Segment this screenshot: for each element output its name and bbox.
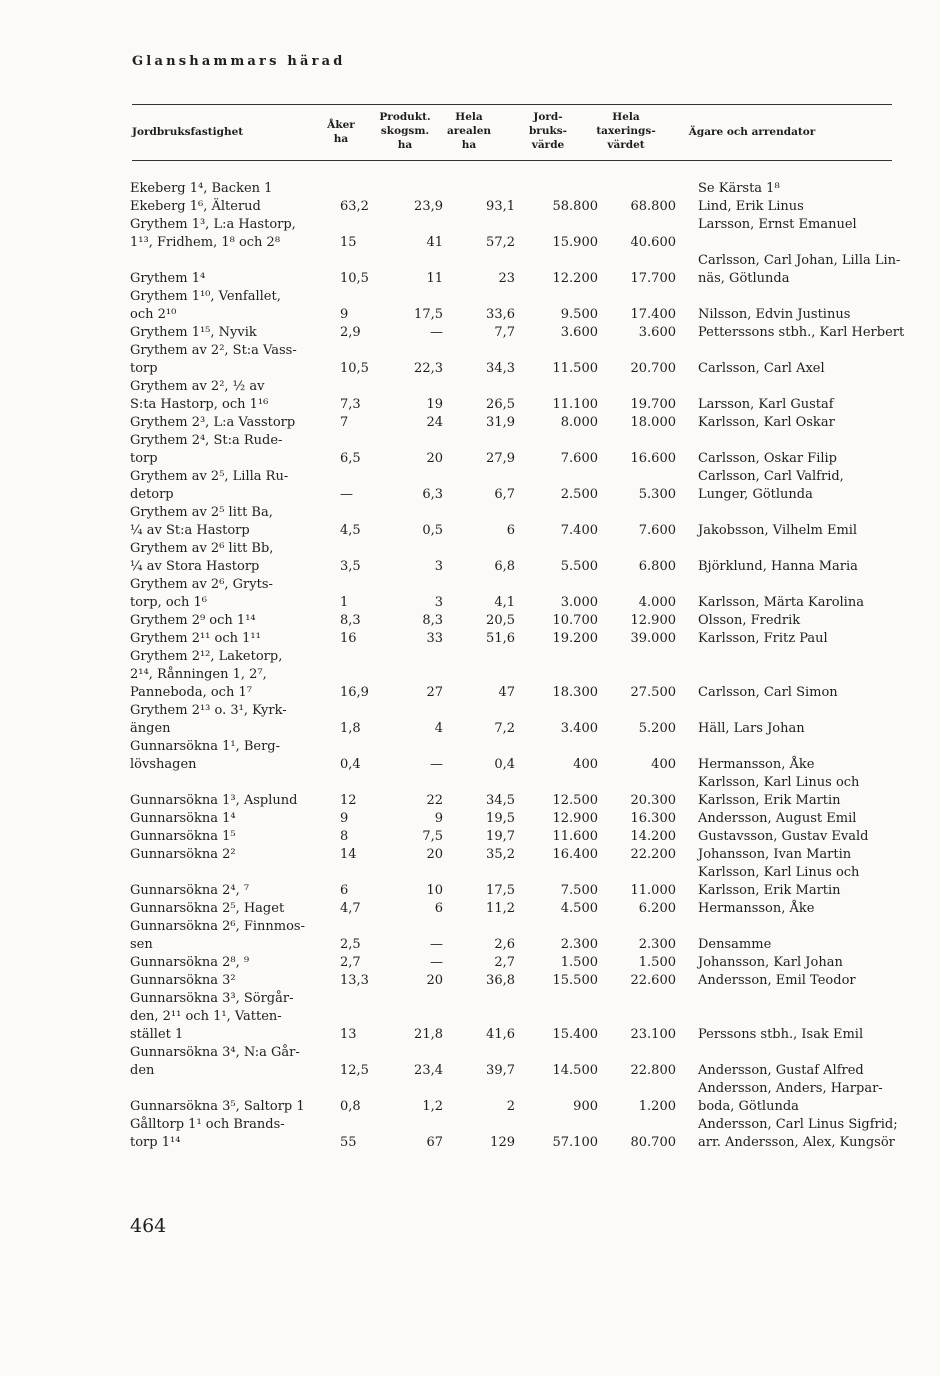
agri-value-cell: 3.000: [560, 595, 598, 610]
aker-cell: 16,9: [340, 685, 369, 700]
property-cell: Gunnarsökna 1¹, Berg- lövshagen: [130, 739, 281, 772]
owner-cell: Karlsson, Fritz Paul: [698, 631, 828, 646]
owner-cell: Perssons stbh., Isak Emil: [698, 1027, 864, 1042]
owner-cell: Hermansson, Åke: [698, 757, 815, 772]
table-row: [130, 774, 924, 810]
property-cell: Gunnarsökna 2⁴, ⁷: [130, 883, 250, 898]
aker-cell: 1,8: [340, 721, 361, 736]
tax-value-cell: 27.500: [630, 685, 676, 700]
property-cell: Gålltorp 1¹ och Brands- torp 1¹⁴: [130, 1117, 285, 1150]
property-cell: Gunnarsökna 1³, Asplund: [130, 793, 298, 808]
agri-value-cell: 4.500: [560, 901, 598, 916]
owner-cell: Karlsson, Karl Oskar: [698, 415, 835, 430]
property-cell: Ekeberg 1⁴, Backen 1: [130, 181, 273, 196]
property-cell: Gunnarsökna 2⁵, Haget: [130, 901, 285, 916]
forest-cell: 3: [434, 559, 443, 574]
owner-cell: Carlsson, Carl Axel: [698, 361, 825, 376]
property-cell: Grythem 2¹¹ och 1¹¹: [130, 631, 261, 646]
tax-value-cell: 16.600: [630, 451, 676, 466]
tax-value-cell: 4.000: [638, 595, 676, 610]
tax-value-cell: 11.000: [630, 883, 676, 898]
tax-value-cell: 12.900: [630, 613, 676, 628]
col-header-owner: Ägare och arrendator: [688, 126, 816, 138]
property-cell: Gunnarsökna 1⁴: [130, 811, 236, 826]
tax-value-cell: 6.200: [638, 901, 676, 916]
agri-value-cell: 8.000: [560, 415, 598, 430]
agri-value-cell: 14.500: [552, 1063, 598, 1078]
table-row: [130, 648, 924, 702]
property-cell: Grythem 2¹², Laketorp, 2¹⁴, Rånningen 1, 2⁷, Panneboda, och 1⁷: [130, 649, 283, 700]
owner-cell: Jakobsson, Vilhelm Emil: [698, 523, 858, 538]
table-row: [130, 1080, 924, 1116]
property-cell: Gunnarsökna 2²: [130, 847, 236, 862]
aker-cell: 13,3: [340, 973, 369, 988]
property-cell: Grythem av 2², ½ av S:ta Hastorp, och 1¹⁶: [130, 379, 269, 412]
aker-cell: 55: [340, 1135, 357, 1150]
tax-value-cell: 20.700: [630, 361, 676, 376]
aker-cell: 63,2: [340, 199, 369, 214]
property-cell: Grythem 2³, L:a Vasstorp: [130, 415, 296, 430]
aker-cell: 2,9: [340, 325, 361, 340]
table-row: [130, 216, 924, 252]
agri-value-cell: 9.500: [560, 307, 598, 322]
owner-cell: Densamme: [698, 937, 772, 952]
forest-cell: 41: [426, 235, 443, 250]
forest-cell: —: [430, 325, 443, 340]
forest-cell: 20: [426, 847, 443, 862]
area-cell: 31,9: [486, 415, 515, 430]
aker-cell: 6,5: [340, 451, 361, 466]
tax-value-cell: 1.500: [638, 955, 676, 970]
property-cell: Gunnarsökna 1⁵: [130, 829, 236, 844]
table-row: [130, 504, 924, 540]
owner-cell: Andersson, Anders, Harpar- boda, Götlunda: [698, 1081, 883, 1114]
agri-value-cell: 57.100: [552, 1135, 598, 1150]
agri-value-cell: 400: [573, 757, 598, 772]
forest-cell: 19: [426, 397, 443, 412]
area-cell: 27,9: [486, 451, 515, 466]
aker-cell: 7: [340, 415, 349, 430]
agri-value-cell: 16.400: [552, 847, 598, 862]
tax-value-cell: 18.000: [630, 415, 676, 430]
area-cell: 39,7: [486, 1063, 515, 1078]
area-cell: 47: [498, 685, 515, 700]
page-number: 464: [130, 1215, 167, 1237]
aker-cell: 12,5: [340, 1063, 369, 1078]
aker-cell: 9: [340, 811, 349, 826]
tax-value-cell: 17.700: [630, 271, 676, 286]
forest-cell: 20: [426, 451, 443, 466]
forest-cell: 8,3: [422, 613, 443, 628]
forest-cell: 24: [426, 415, 443, 430]
table-row: [130, 540, 924, 576]
aker-cell: 0,4: [340, 757, 361, 772]
tax-value-cell: 22.200: [630, 847, 676, 862]
table-row: [130, 810, 924, 828]
owner-cell: Andersson, Gustaf Alfred: [698, 1063, 864, 1078]
aker-cell: 7,3: [340, 397, 361, 412]
property-cell: Grythem av 2⁵ litt Ba, ¼ av St:a Hastorp: [130, 505, 273, 538]
table-row: [130, 990, 924, 1044]
table-row: [130, 918, 924, 954]
agri-value-cell: 15.900: [552, 235, 598, 250]
header-rule-top: [132, 104, 892, 105]
property-cell: Grythem 1¹⁵, Nyvik: [130, 325, 257, 340]
tax-value-cell: 20.300: [630, 793, 676, 808]
area-cell: 6,8: [494, 559, 515, 574]
aker-cell: 13: [340, 1027, 357, 1042]
aker-cell: 10,5: [340, 361, 369, 376]
property-cell: Grythem 2¹³ o. 3¹, Kyrk- ängen: [130, 703, 287, 736]
property-cell: Grythem av 2⁶, Gryts- torp, och 1⁶: [130, 577, 273, 610]
table-row: [130, 252, 924, 288]
forest-cell: 10: [426, 883, 443, 898]
page-header-title: Glanshammars härad: [132, 54, 346, 69]
forest-cell: —: [430, 757, 443, 772]
forest-cell: 6: [434, 901, 443, 916]
table-row: [130, 972, 924, 990]
property-cell: Gunnarsökna 3⁵, Saltorp 1: [130, 1099, 305, 1114]
tax-value-cell: 1.200: [638, 1099, 676, 1114]
property-cell: Gunnarsökna 3²: [130, 973, 236, 988]
owner-cell: Lind, Erik Linus: [698, 199, 804, 214]
owner-cell: Andersson, August Emil: [698, 811, 857, 826]
area-cell: 6,7: [494, 487, 515, 502]
owner-cell: Andersson, Emil Teodor: [698, 973, 856, 988]
owner-cell: Björklund, Hanna Maria: [698, 559, 858, 574]
forest-cell: 67: [426, 1135, 443, 1150]
property-cell: Grythem 2⁹ och 1¹⁴: [130, 613, 256, 628]
agri-value-cell: 15.500: [552, 973, 598, 988]
agri-value-cell: 12.200: [552, 271, 598, 286]
col-header-forest: Produkt. skogsm. ha: [379, 111, 431, 151]
area-cell: 11,2: [486, 901, 515, 916]
forest-cell: 22,3: [414, 361, 443, 376]
area-cell: 51,6: [486, 631, 515, 646]
owner-cell: Petterssons stbh., Karl Herbert: [698, 325, 905, 340]
area-cell: 26,5: [486, 397, 515, 412]
property-cell: Grythem 1³, L:a Hastorp, 1¹³, Fridhem, 1⁸ och 2⁸: [130, 217, 296, 250]
property-cell: Gunnarsökna 3³, Sörgår- den, 2¹¹ och 1¹, Vatten- stället 1: [130, 991, 294, 1042]
agri-value-cell: 7.600: [560, 451, 598, 466]
aker-cell: 4,7: [340, 901, 361, 916]
table-row: [130, 378, 924, 414]
aker-cell: 4,5: [340, 523, 361, 538]
owner-cell: Andersson, Carl Linus Sigfrid; arr. Andersson, Alex, Kungsör: [698, 1117, 898, 1150]
property-cell: Gunnarsökna 3⁴, N:a Går- den: [130, 1045, 300, 1078]
tax-value-cell: 3.600: [638, 325, 676, 340]
col-header-area: Hela arealen ha: [446, 111, 492, 151]
aker-cell: 8: [340, 829, 349, 844]
owner-cell: Johansson, Karl Johan: [698, 955, 843, 970]
owner-cell: Se Kärsta 1⁸: [698, 181, 780, 196]
forest-cell: —: [430, 955, 443, 970]
tax-value-cell: 16.300: [630, 811, 676, 826]
area-cell: 129: [490, 1135, 515, 1150]
agri-value-cell: 3.600: [560, 325, 598, 340]
aker-cell: 6: [340, 883, 349, 898]
header-rule-bottom: [132, 160, 892, 161]
area-cell: 0,4: [494, 757, 515, 772]
forest-cell: 1,2: [422, 1099, 443, 1114]
property-cell: Grythem 1⁴: [130, 271, 206, 286]
area-cell: 2: [506, 1099, 515, 1114]
area-cell: 7,2: [494, 721, 515, 736]
tax-value-cell: 2.300: [638, 937, 676, 952]
property-cell: Grythem 1¹⁰, Venfallet, och 2¹⁰: [130, 289, 281, 322]
tax-value-cell: 39.000: [630, 631, 676, 646]
forest-cell: 17,5: [414, 307, 443, 322]
table-row: [130, 900, 924, 918]
agri-value-cell: 2.500: [560, 487, 598, 502]
area-cell: 6: [506, 523, 515, 538]
table-row: [130, 612, 924, 630]
owner-cell: Hermansson, Åke: [698, 901, 815, 916]
area-cell: 17,5: [486, 883, 515, 898]
col-header-tax-value: Hela taxerings- värdet: [596, 111, 656, 151]
area-cell: 4,1: [494, 595, 515, 610]
aker-cell: 10,5: [340, 271, 369, 286]
agri-value-cell: 11.100: [552, 397, 598, 412]
forest-cell: 7,5: [422, 829, 443, 844]
agri-value-cell: 15.400: [552, 1027, 598, 1042]
owner-cell: Karlsson, Märta Karolina: [698, 595, 864, 610]
col-header-property: Jordbruksfastighet: [132, 126, 244, 138]
forest-cell: 20: [426, 973, 443, 988]
aker-cell: 2,5: [340, 937, 361, 952]
col-header-agri-value: Jord- bruks- värde: [528, 111, 568, 151]
tax-value-cell: 5.300: [638, 487, 676, 502]
table-row: [130, 828, 924, 846]
tax-value-cell: 7.600: [638, 523, 676, 538]
table-row: [130, 630, 924, 648]
table-row: [130, 702, 924, 738]
area-cell: 34,3: [486, 361, 515, 376]
table-row: [130, 414, 924, 432]
aker-cell: 12: [340, 793, 357, 808]
table-row: [130, 954, 924, 972]
forest-cell: 6,3: [422, 487, 443, 502]
agri-value-cell: [515, 180, 598, 198]
table-row: [130, 198, 924, 216]
owner-cell: Larsson, Ernst Emanuel: [698, 217, 857, 232]
aker-cell: 3,5: [340, 559, 361, 574]
aker-cell: 16: [340, 631, 357, 646]
forest-cell: —: [430, 937, 443, 952]
tax-value-cell: 19.700: [630, 397, 676, 412]
owner-cell: Carlsson, Carl Johan, Lilla Lin- näs, Götlunda: [698, 253, 901, 286]
forest-cell: 3: [434, 595, 443, 610]
owner-cell: Carlsson, Oskar Filip: [698, 451, 837, 466]
area-cell: 36,8: [486, 973, 515, 988]
agri-value-cell: 5.500: [560, 559, 598, 574]
property-cell: Grythem 2⁴, St:a Rude- torp: [130, 433, 283, 466]
property-cell: Grythem av 2⁶ litt Bb, ¼ av Stora Hastorp: [130, 541, 274, 574]
aker-cell: 9: [340, 307, 349, 322]
table-row: [130, 324, 924, 342]
table-row: [130, 180, 924, 198]
tax-value-cell: [598, 180, 676, 198]
tax-value-cell: 17.400: [630, 307, 676, 322]
aker-cell: 2,7: [340, 955, 361, 970]
aker-cell: 0,8: [340, 1099, 361, 1114]
tax-value-cell: 14.200: [630, 829, 676, 844]
tax-value-cell: 40.600: [630, 235, 676, 250]
area-cell: [455, 180, 515, 198]
area-cell: 41,6: [486, 1027, 515, 1042]
property-table: [130, 180, 924, 1152]
area-cell: 2,6: [494, 937, 515, 952]
forest-cell: 9: [434, 811, 443, 826]
agri-value-cell: 11.600: [552, 829, 598, 844]
area-cell: 7,7: [494, 325, 515, 340]
aker-cell: 15: [340, 235, 357, 250]
tax-value-cell: 5.200: [638, 721, 676, 736]
table-row: [130, 468, 924, 504]
agri-value-cell: 58.800: [552, 199, 598, 214]
table-row: [130, 576, 924, 612]
owner-cell: Larsson, Karl Gustaf: [698, 397, 834, 412]
agri-value-cell: 11.500: [552, 361, 598, 376]
area-cell: 34,5: [486, 793, 515, 808]
tax-value-cell: 80.700: [630, 1135, 676, 1150]
tax-value-cell: 23.100: [630, 1027, 676, 1042]
agri-value-cell: 12.500: [552, 793, 598, 808]
area-cell: 57,2: [486, 235, 515, 250]
forest-cell: 21,8: [414, 1027, 443, 1042]
tax-value-cell: 22.600: [630, 973, 676, 988]
agri-value-cell: 900: [573, 1099, 598, 1114]
col-header-aker: Åker ha: [327, 119, 355, 145]
forest-cell: 4: [434, 721, 443, 736]
area-cell: 2,7: [494, 955, 515, 970]
owner-cell: Karlsson, Karl Linus och Karlsson, Erik Martin: [698, 775, 860, 808]
table-row: [130, 288, 924, 324]
owner-cell: Olsson, Fredrik: [698, 613, 801, 628]
agri-value-cell: 7.500: [560, 883, 598, 898]
aker-cell: 14: [340, 847, 357, 862]
agri-value-cell: 10.700: [552, 613, 598, 628]
forest-cell: [388, 180, 455, 198]
area-cell: 23: [498, 271, 515, 286]
agri-value-cell: 2.300: [560, 937, 598, 952]
agri-value-cell: 3.400: [560, 721, 598, 736]
table-row: [130, 1044, 924, 1080]
owner-cell: Carlsson, Carl Valfrid, Lunger, Götlunda: [698, 469, 844, 502]
table-row: [130, 864, 924, 900]
area-cell: 93,1: [486, 199, 515, 214]
area-cell: 33,6: [486, 307, 515, 322]
forest-cell: 11: [426, 271, 443, 286]
area-cell: 20,5: [486, 613, 515, 628]
owner-cell: Johansson, Ivan Martin: [698, 847, 852, 862]
property-cell: Ekeberg 1⁶, Älterud: [130, 199, 261, 214]
forest-cell: 23,9: [414, 199, 443, 214]
agri-value-cell: 1.500: [560, 955, 598, 970]
owner-cell: Nilsson, Edvin Justinus: [698, 307, 851, 322]
agri-value-cell: 18.300: [552, 685, 598, 700]
agri-value-cell: 7.400: [560, 523, 598, 538]
owner-cell: Häll, Lars Johan: [698, 721, 805, 736]
tax-value-cell: 22.800: [630, 1063, 676, 1078]
forest-cell: 33: [426, 631, 443, 646]
aker-cell: [320, 180, 388, 198]
forest-cell: 0,5: [422, 523, 443, 538]
forest-cell: 22: [426, 793, 443, 808]
owner-cell: Gustavsson, Gustav Evald: [698, 829, 869, 844]
aker-cell: 8,3: [340, 613, 361, 628]
tax-value-cell: 68.800: [630, 199, 676, 214]
table-row: [130, 432, 924, 468]
property-cell: Grythem av 2², St:a Vass- torp: [130, 343, 297, 376]
property-cell: Grythem av 2⁵, Lilla Ru- detorp: [130, 469, 289, 502]
tax-value-cell: 6.800: [638, 559, 676, 574]
area-cell: 19,7: [486, 829, 515, 844]
owner-cell: Karlsson, Karl Linus och Karlsson, Erik Martin: [698, 865, 860, 898]
agri-value-cell: 19.200: [552, 631, 598, 646]
forest-cell: 23,4: [414, 1063, 443, 1078]
table-row: [130, 738, 924, 774]
table-row: [130, 846, 924, 864]
area-cell: 19,5: [486, 811, 515, 826]
aker-cell: 1: [340, 595, 349, 610]
table-row: [130, 1116, 924, 1152]
aker-cell: —: [340, 487, 353, 502]
table-row: [130, 342, 924, 378]
area-cell: 35,2: [486, 847, 515, 862]
forest-cell: 27: [426, 685, 443, 700]
property-cell: Gunnarsökna 2⁸, ⁹: [130, 955, 250, 970]
property-cell: Gunnarsökna 2⁶, Finnmos- sen: [130, 919, 305, 952]
owner-cell: Carlsson, Carl Simon: [698, 685, 838, 700]
agri-value-cell: 12.900: [552, 811, 598, 826]
tax-value-cell: 400: [651, 757, 676, 772]
